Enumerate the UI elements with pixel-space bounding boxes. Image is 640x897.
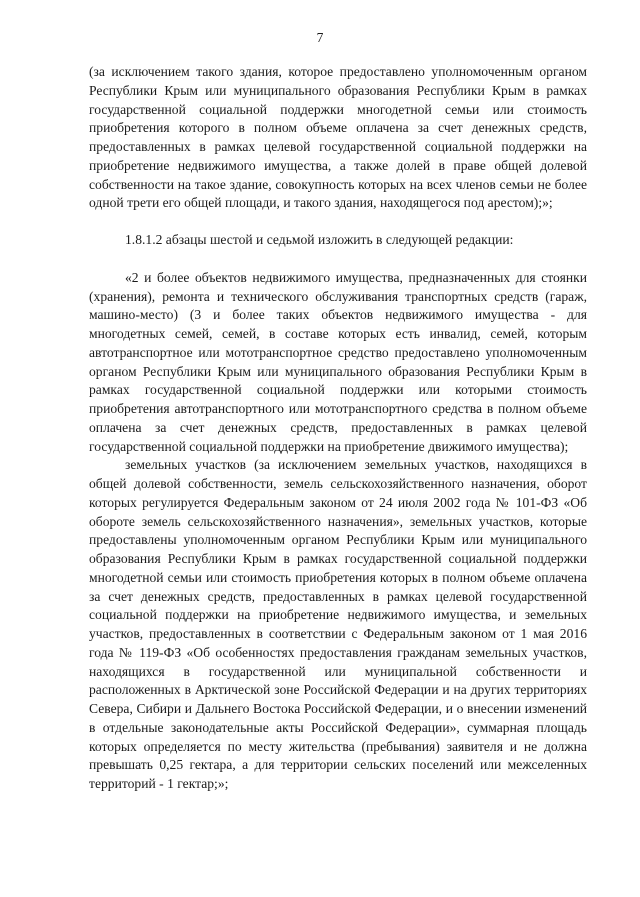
- paragraph-building-exception: (за исключением такого здания, которое предоставлено уполномоченным органом Республики Крым или муниципального образования Республики Крым в рамках государственной социальной поддержки многодетной семьи или стоимость приобретения которого в полном объеме оплачена за счет денежных средств, предоставленных в рамках целевой государственной социальной поддержки на приобретение недвижимого имущества, а также долей в праве общей долевой собственности на такое здание, совокупность которых на всех членов семьи не более одной трети его общей площади, и такого здания, находящегося под арестом);»;: [89, 64, 587, 211]
- document-body: [89, 63, 587, 794]
- paragraph-amendment-heading: 1.8.1.2 абзацы шестой и седьмой изложить в следующей редакции:: [125, 232, 514, 247]
- page-number: 7: [316, 30, 324, 45]
- paragraph-garage-objects: «2 и более объектов недвижимого имущества, предназначенных для стоянки (хранения), ремонта и технического обслуживания транспортных средств (гараж, машино-место) (3 и более таких объектов недвижимого имущества - для многодетных семей, семей, в составе которых есть инвалид, семей, которым автотранспортное или мототранспортное средство предоставлено уполномоченным органом Республики Крым или муниципального образования Республики Крым в рамках государственной социальной поддержки или которыми стоимость приобретения автотранспортного или мототранспортного средства в полном объеме оплачена за счет денежных средств, предоставленных в рамках целевой государственной социальной поддержки на приобретение движимого имущества);: [89, 269, 587, 454]
- paragraph-land-plots: земельных участков (за исключением земельных участков, находящихся в общей долевой собственности, земель сельскохозяйственного назначения, оборот которых регулируется Федеральным законом от 24 июля 2002 года № 101-ФЗ «Об обороте земель сельскохозяйственного назначения», земельных участков, которые предоставлены уполномоченным органом Республики Крым или муниципального образования Республики Крым в рамках государственной социальной поддержки многодетной семьи или стоимость приобретения которых в полном объеме оплачена за счет денежных средств, предоставленных в рамках целевой государственной социальной поддержки на приобретение недвижимого имущества, и земельных участков, предоставленных в соответствии с Федеральным законом от 1 мая 2016 года № 119-ФЗ «Об особенностях предоставления гражданам земельных участков, находящихся в государственной или муниципальной собственности и расположенных в Арктической зоне Российской Федерации и на других территориях Севера, Сибири и Дальнего Востока Российской Федерации, и о внесении изменений в отдельные законодательные акты Российской Федерации», суммарная площадь которых определяется по месту жительства (пребывания) заявителя и не должна превышать 0,25 гектара, а для территории сельских поселений или межселенных территорий - 1 гектар;»;: [89, 457, 587, 791]
